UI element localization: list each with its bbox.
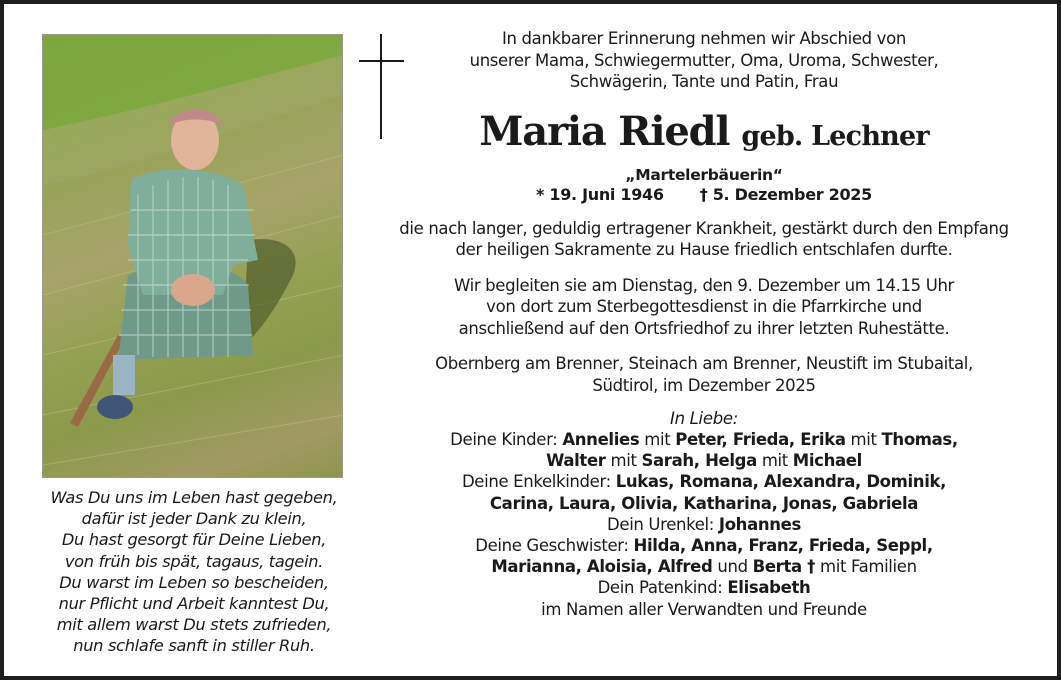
mourner-name: Sarah, Helga xyxy=(641,451,757,471)
poem-line: mit allem warst Du stets zufrieden, xyxy=(56,615,332,635)
great-grandchild-line xyxy=(364,514,1044,535)
obituary-text xyxy=(364,28,1044,620)
grandchildren-line-2 xyxy=(364,493,1044,514)
poem-line: von früh bis spät, tagaus, tagein. xyxy=(64,551,324,571)
deceased-name: Maria Riedl xyxy=(479,107,730,155)
passing-line: die nach langer, geduldig ertragener Krankheit, gestärkt durch den Empfang xyxy=(399,218,1009,238)
portrait-illustration xyxy=(43,35,343,478)
mourner-names: Hilda, Anna, Franz, Frieda, Seppl, xyxy=(633,536,933,556)
connector: mit xyxy=(845,430,882,449)
siblings-line-1 xyxy=(364,535,1044,556)
poem-line: dafür ist jeder Dank zu klein, xyxy=(81,509,307,529)
mourner-name: Elisabeth xyxy=(727,578,811,598)
children-label: Deine Kinder: xyxy=(450,430,558,449)
maiden-name: geb. Lechner xyxy=(741,120,929,152)
passing-paragraph xyxy=(364,218,1044,261)
mourner-name: Thomas, xyxy=(881,430,958,449)
connector: mit Familien xyxy=(815,557,917,577)
mourner-name: Peter, Frieda, Erika xyxy=(675,430,846,449)
mourners-list xyxy=(364,429,1044,620)
mourner-names: Lukas, Romana, Alexandra, Dominik, xyxy=(615,472,947,492)
mourner-name: Annelies xyxy=(562,430,640,449)
grandchildren-label: Deine Enkelkinder: xyxy=(461,472,611,492)
intro xyxy=(364,28,1044,93)
intro-line: unserer Mama, Schwiegermutter, Oma, Uroma, Schwester, xyxy=(469,50,939,70)
birth-date: * 19. Juni 1946 xyxy=(536,184,664,204)
connector: und xyxy=(712,557,753,577)
funeral-line: Wir begleiten sie am Dienstag, den 9. Dezember um 14.15 Uhr xyxy=(454,275,954,295)
siblings-label: Deine Geschwister: xyxy=(475,536,629,556)
children-line-2 xyxy=(364,450,1044,471)
portrait-photo xyxy=(42,34,343,478)
godchild-line xyxy=(364,577,1044,598)
place-paragraph xyxy=(364,353,1044,396)
passing-line: der heiligen Sakramente zu Hause friedlich entschlafen durfte. xyxy=(455,240,953,259)
funeral-line: anschließend auf den Ortsfriedhof zu ihrer letzten Ruhestätte. xyxy=(458,318,950,338)
in-love-label: In Liebe: xyxy=(670,409,738,428)
mourner-names: Marianna, Aloisia, Alfred xyxy=(491,557,713,577)
connector: mit xyxy=(605,451,642,471)
intro-line: Schwägerin, Tante und Patin, Frau xyxy=(569,72,839,91)
siblings-line-2 xyxy=(364,556,1044,577)
mourner-names: Carina, Laura, Olivia, Katharina, Jonas, Gabriela xyxy=(489,493,919,513)
memorial-poem xyxy=(24,487,364,657)
poem-line: nur Pflicht und Arbeit kanntest Du, xyxy=(58,594,330,614)
mourner-name: Michael xyxy=(792,451,862,471)
life-dates xyxy=(364,185,1044,205)
connector: mit xyxy=(756,451,793,471)
place-line: Obernberg am Brenner, Steinach am Brenner, Neustift im Stubaital, xyxy=(435,354,973,373)
funeral-paragraph xyxy=(364,275,1044,340)
nickname: „Martelerbäuerin“ xyxy=(625,165,783,184)
connector: mit xyxy=(639,430,676,449)
deceased-name-line xyxy=(364,107,1044,157)
poem-line: Du warst im Leben so bescheiden, xyxy=(59,572,329,592)
poem-line: Was Du uns im Leben hast gegeben, xyxy=(50,488,338,507)
mourner-name: Johannes xyxy=(718,514,801,534)
children-line-1 xyxy=(364,429,1044,450)
intro-line: In dankbarer Erinnerung nehmen wir Abschied von xyxy=(502,29,906,48)
godchild-label: Dein Patenkind: xyxy=(597,578,723,598)
great-grandchild-label: Dein Urenkel: xyxy=(607,514,714,534)
mourner-name: Berta † xyxy=(752,557,816,577)
mourner-name: Walter xyxy=(546,451,606,471)
closing-line: im Namen aller Verwandten und Freunde xyxy=(541,599,867,619)
poem-line: Du hast gesorgt für Deine Lieben, xyxy=(61,530,327,550)
funeral-line: von dort zum Sterbegottesdienst in die Pfarrkirche und xyxy=(486,297,922,316)
grandchildren-line-1 xyxy=(364,471,1044,492)
death-date: † 5. Dezember 2025 xyxy=(699,184,872,204)
place-line: Südtirol, im Dezember 2025 xyxy=(592,375,816,395)
poem-line: nun schlafe sanft in stiller Ruh. xyxy=(73,636,315,656)
